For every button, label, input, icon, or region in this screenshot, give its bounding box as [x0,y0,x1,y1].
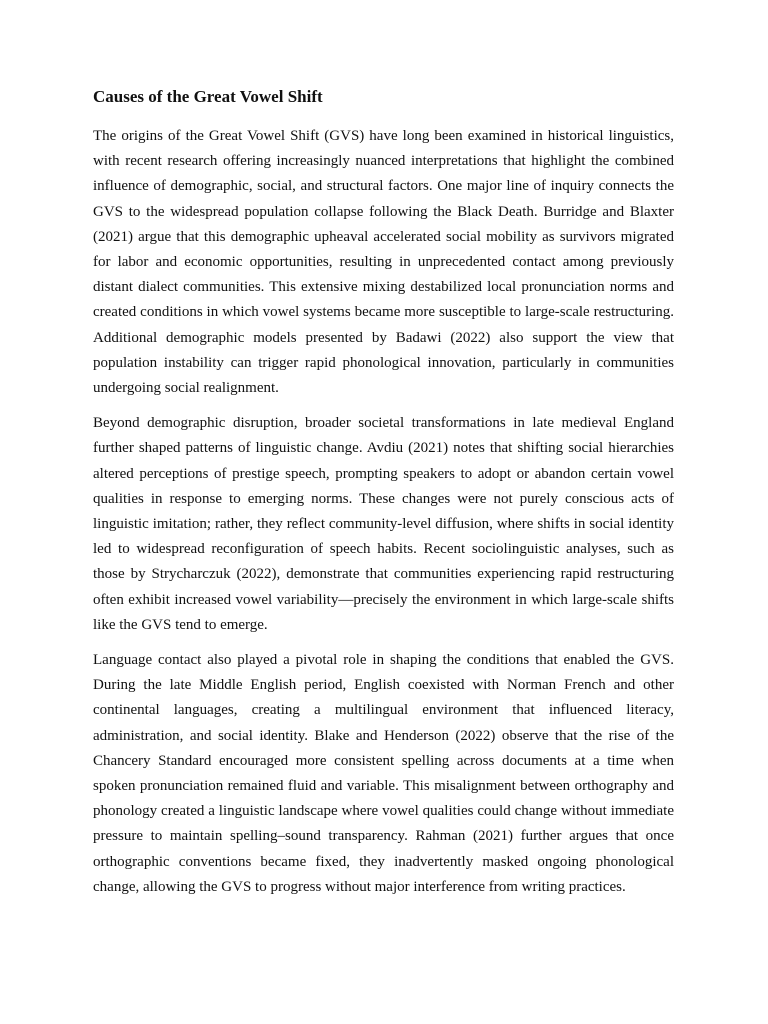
paragraph-language-contact: Language contact also played a pivotal role in shaping the conditions that enabled the GVS. During the late Middle English period, English coexisted with Norman French and other continental languages, creating a multilingual environment that influenced literacy, administration, and social identity. Blake and Henderson (2022) observe that the rise of the Chancery Standard encouraged more consistent spelling across documents at a time when spoken pronunciation remained fluid and variable. This misalignment between orthography and phonology created a linguistic landscape where vowel qualities could change without immediate pressure to maintain spelling–sound transparency. Rahman (2021) further argues that once orthographic conventions became fixed, they inadvertently masked ongoing phonological change, allowing the GVS to progress without major interference from writing practices. [93,652,674,895]
document-title: Causes of the Great Vowel Shift [93,87,323,106]
paragraph-demographic-factors: The origins of the Great Vowel Shift (GVS) have long been examined in historical linguistics, with recent research offering increasingly nuanced interpretations that highlight the combined influence of demographic, social, and structural factors. One major line of inquiry connects the GVS to the widespread population collapse following the Black Death. Burridge and Blaxter (2021) argue that this demographic upheaval accelerated social mobility as survivors migrated for labor and economic opportunities, resulting in unprecedented contact among previously distant dialect communities. This extensive mixing destabilized local pronunciation norms and created conditions in which vowel systems became more susceptible to large-scale restructuring. Additional demographic models presented by Badawi (2022) also support the view that population instability can trigger rapid phonological innovation, particularly in communities undergoing social realignment. [93,128,674,397]
paragraph-societal-transformations: Beyond demographic disruption, broader societal transformations in late medieval England further shaped patterns of linguistic change. Avdiu (2021) notes that shifting social hierarchies altered perceptions of prestige speech, prompting speakers to adopt or abandon certain vowel qualities in response to emerging norms. These changes were not purely conscious acts of linguistic imitation; rather, they reflect community-level diffusion, where shifts in social identity led to widespread reconfiguration of speech habits. Recent sociolinguistic analyses, such as those by Strycharczuk (2022), demonstrate that communities experiencing rapid restructuring often exhibit increased vowel variability—precisely the environment in which large-scale shifts like the GVS tend to emerge. [93,415,674,633]
document-page [93,86,674,910]
